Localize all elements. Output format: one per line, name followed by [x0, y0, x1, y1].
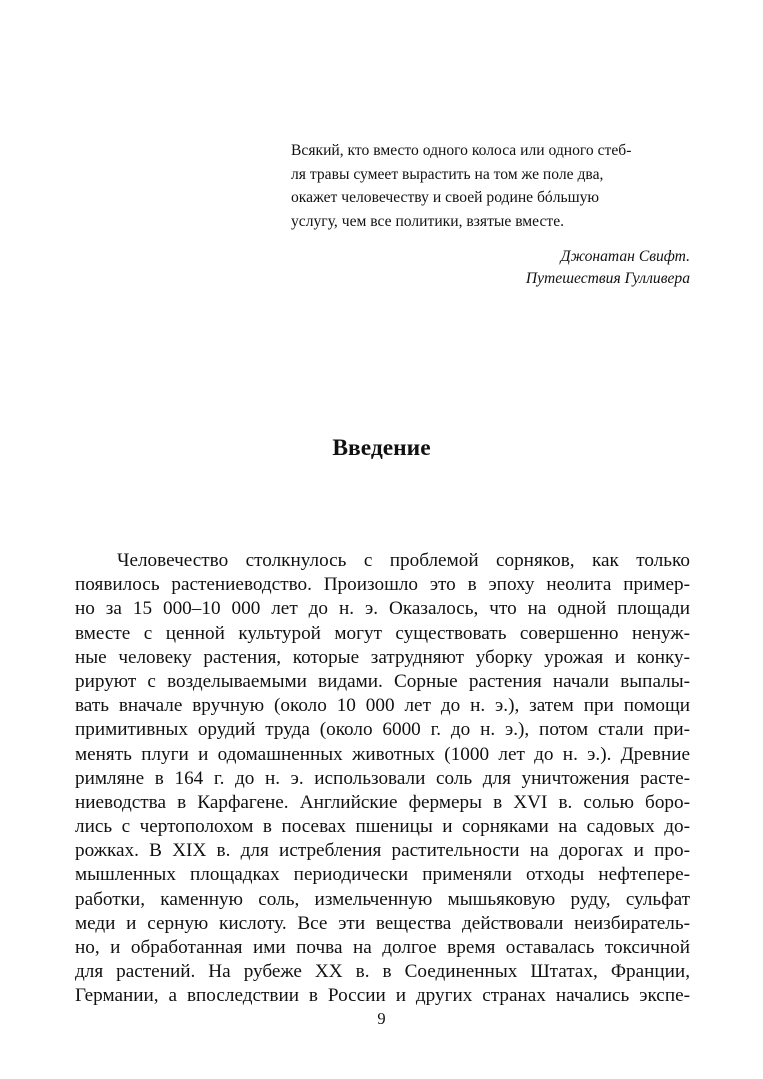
epigraph-line: окажет человечеству и своей родине бóльшую [291, 189, 600, 206]
body-line: меди и серную кислоту. Все эти вещества действовали неизбиратель- [75, 912, 690, 934]
body-line: лись с чертополохом в посевах пшеницы и сорняками на садовых до- [75, 816, 690, 838]
body-line: Германии, а впоследствии в России и других странах начались экспе- [75, 985, 690, 1007]
body-line: вать вначале вручную (около 10 000 лет до н. э.), затем при помощи [75, 695, 690, 717]
body-line: вместе с ценной культурой могут существовать совершенно ненуж- [75, 622, 690, 644]
page-number: 9 [377, 1009, 386, 1028]
epigraph-attribution [440, 246, 690, 290]
body-line: менять плуги и одомашненных животных (1000 лет до н. э.). Древние [75, 743, 690, 765]
epigraph-line: услугу, чем все политики, взятые вместе. [291, 212, 565, 230]
body-line: римляне в 164 г. до н. э. использовали соль для уничтожения расте- [75, 767, 690, 789]
epigraph [291, 139, 689, 233]
body-line: появилось растениеводство. Произошло это в эпоху неолита пример- [75, 574, 690, 596]
body-line: мышленных площадках периодически применяли отходы нефтепере- [75, 864, 690, 886]
chapter-heading: Введение [332, 435, 431, 461]
body-line: но, и обработанная ими почва на долгое время оставалась токсичной [75, 937, 690, 958]
body-line: но за 15 000–10 000 лет до н. э. Оказалось, что на одной площади [75, 598, 690, 620]
epigraph-line: Всякий, кто вместо одного колоса или одного стеб- [291, 142, 632, 159]
epigraph-work: Путешествия Гулливера [525, 270, 690, 287]
body-paragraph [75, 549, 690, 1009]
body-line: работки, каменную соль, измельченную мышьяковую руду, сульфат [75, 888, 690, 910]
body-line: Человечество столкнулось с проблемой сорняков, как только [117, 550, 690, 571]
body-line: ные человеку растения, которые затрудняют уборку урожая и конку- [75, 646, 690, 668]
body-line: ниеводства в Карфагене. Английские фермеры в XVI в. солью боро- [75, 791, 690, 813]
body-line: рожках. В XIX в. для истребления растительности на дорогах и про- [75, 840, 690, 862]
epigraph-author: Джонатан Свифт. [560, 248, 690, 265]
body-line: рируют с возделываемыми видами. Сорные растения начали выпалы- [75, 670, 690, 692]
body-line: примитивных орудий труда (около 6000 г. до н. э.), потом стали при- [75, 719, 690, 741]
body-line: для растений. На рубеже XX в. в Соединенных Штатах, Франции, [75, 961, 690, 983]
epigraph-line: ля травы сумеет вырастить на том же поле два, [291, 165, 604, 183]
